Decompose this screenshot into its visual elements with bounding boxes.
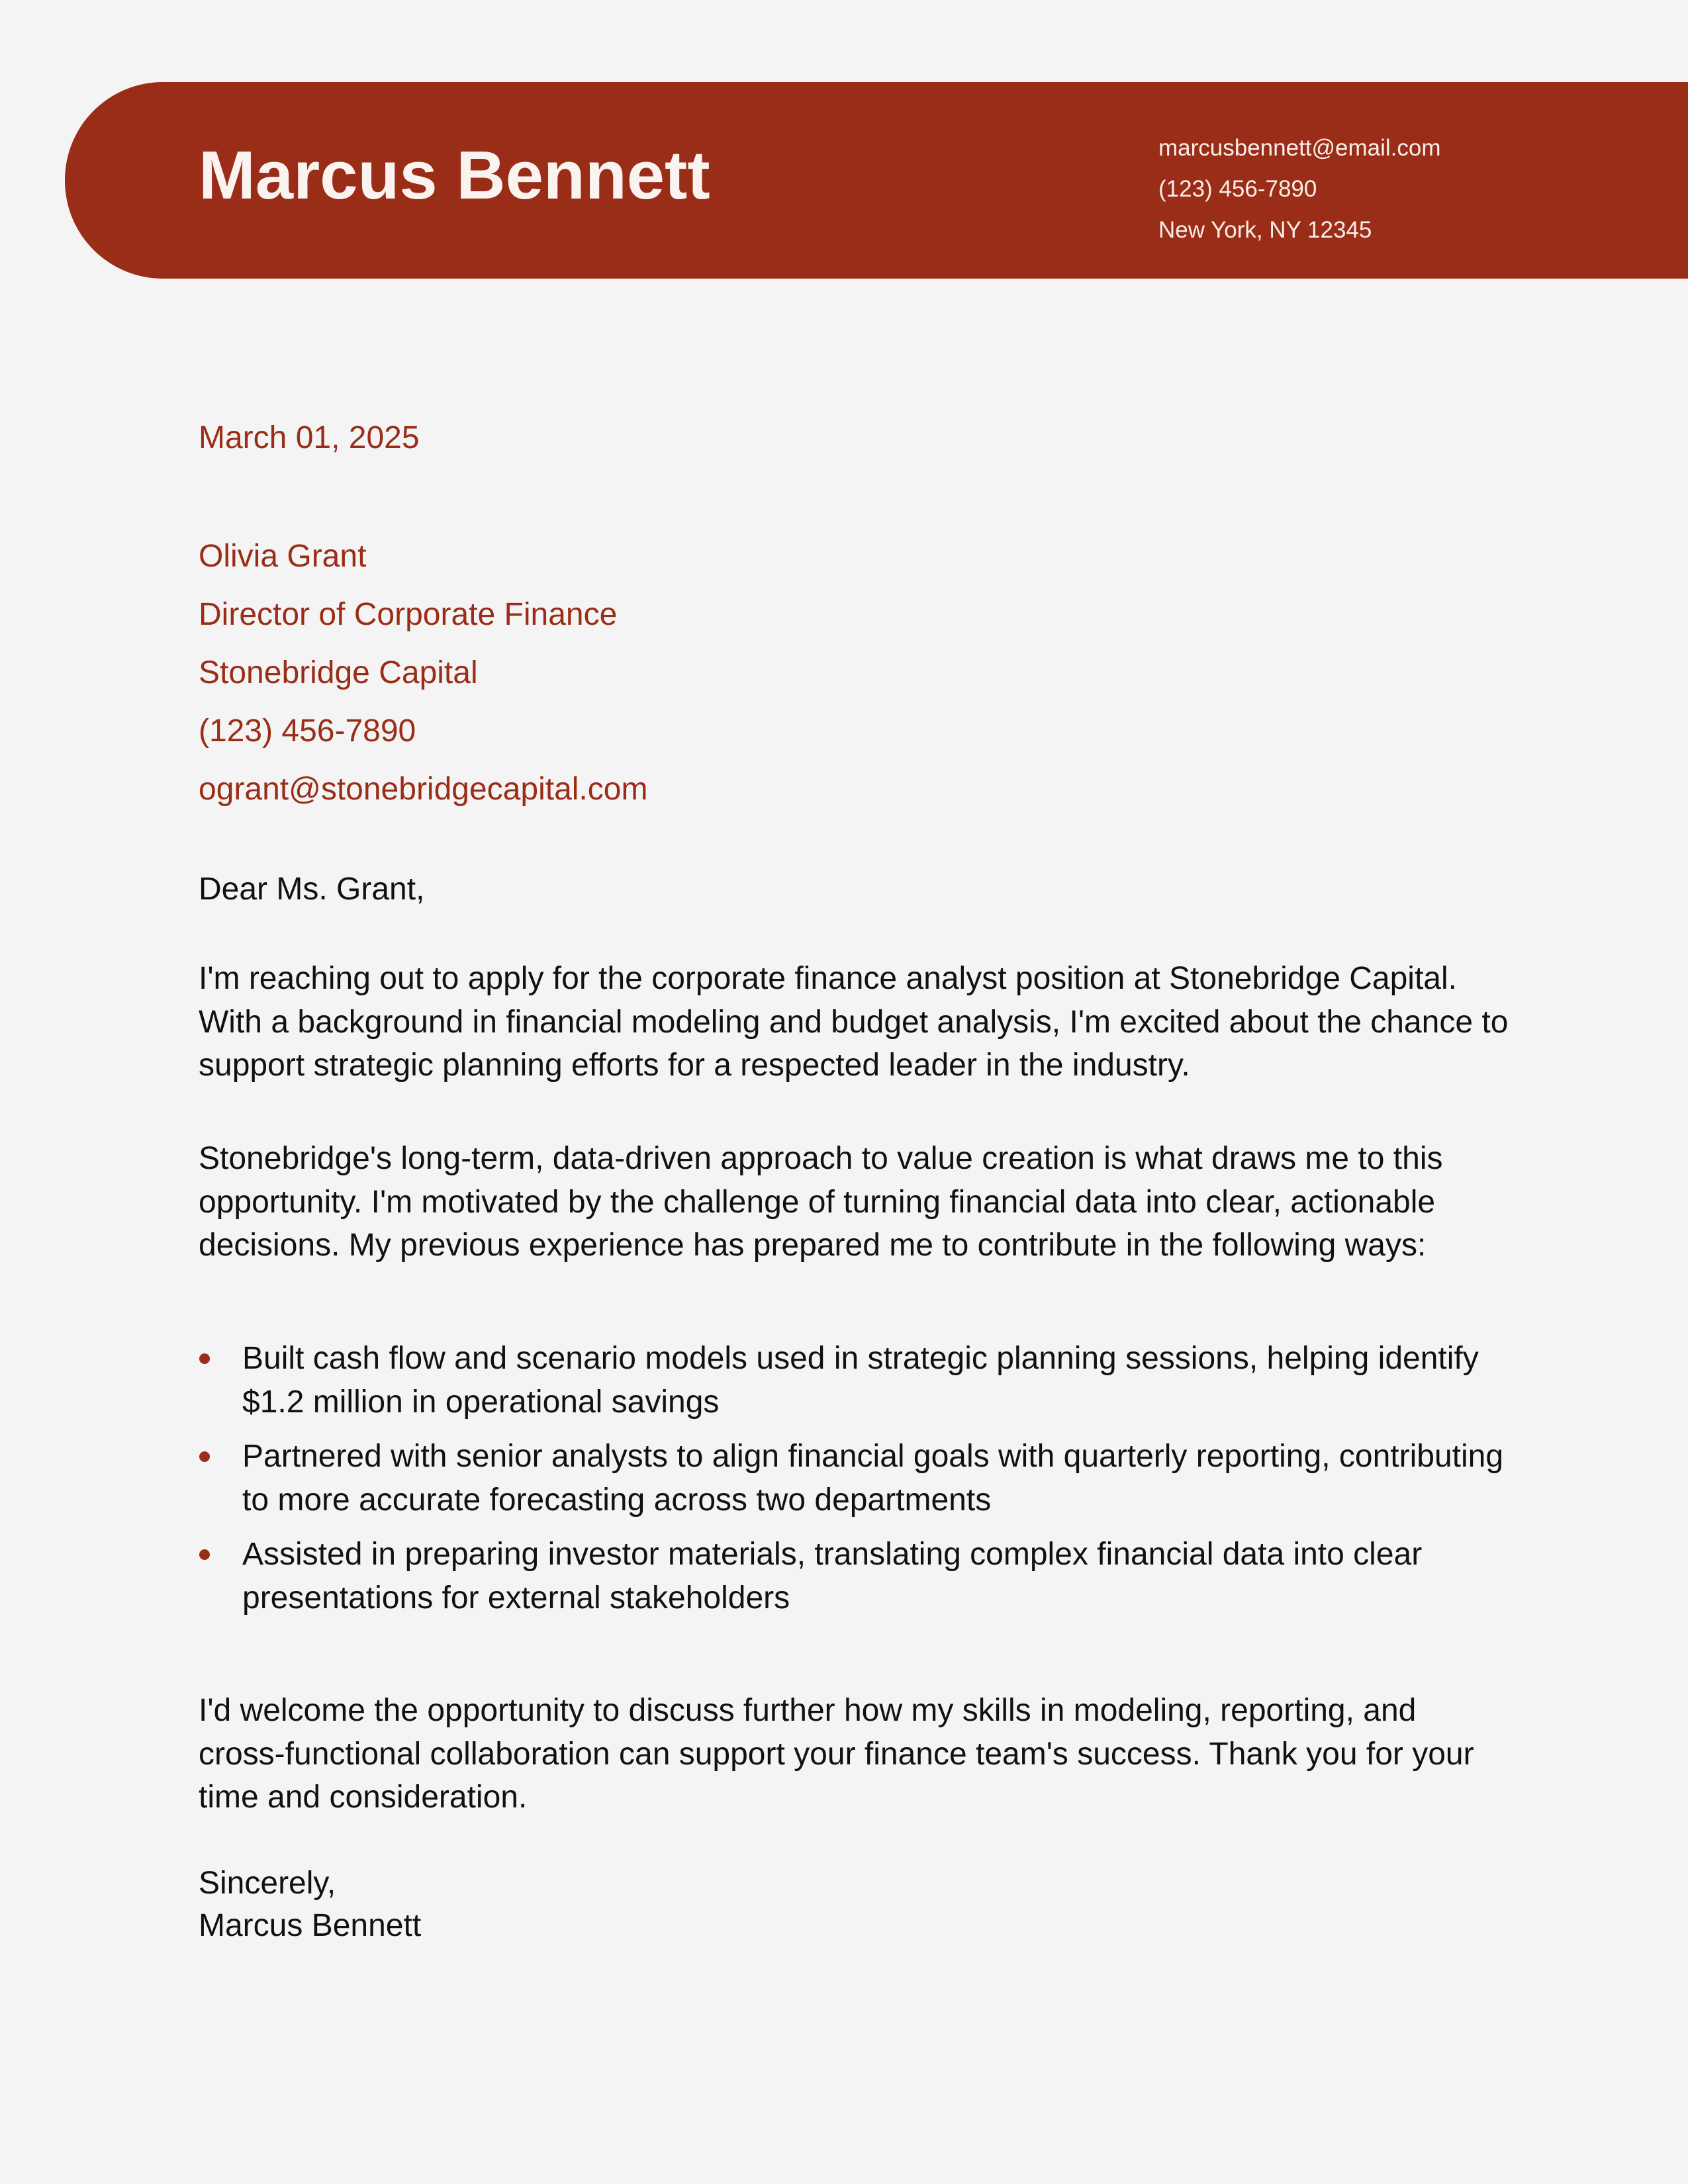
- recipient-block: [199, 527, 647, 819]
- closing-block: [199, 1862, 421, 1947]
- recipient-name: Olivia Grant: [199, 539, 367, 574]
- body-paragraph-1: I'm reaching out to apply for the corporate finance analyst position at Stonebridge Capital. With a background in financial modeling and budget analysis, I'm excited about the chance to support strategic planning efforts for a respected leader in the industry.: [199, 961, 1509, 1083]
- sender-phone: (123) 456-7890: [1158, 176, 1317, 202]
- sender-name: Marcus Bennett: [199, 137, 710, 213]
- recipient-title: Director of Corporate Finance: [199, 597, 618, 632]
- recipient-email: ogrant@stonebridgecapital.com: [199, 772, 648, 807]
- list-item: [199, 1533, 1509, 1619]
- list-item-text: Partnered with senior analysts to align financial goals with quarterly reporting, contributing to more accurate forecasting across two departments: [242, 1439, 1504, 1518]
- sender-contact: [1158, 128, 1441, 251]
- recipient-company: Stonebridge Capital: [199, 655, 478, 690]
- contribution-list: [199, 1337, 1509, 1631]
- letter-date: March 01, 2025: [199, 420, 420, 455]
- sender-email: marcusbennett@email.com: [1158, 135, 1441, 161]
- sender-location: New York, NY 12345: [1158, 217, 1372, 243]
- list-item: [199, 1435, 1509, 1522]
- recipient-phone: (123) 456-7890: [199, 713, 416, 749]
- list-item: [199, 1337, 1509, 1424]
- salutation: Dear Ms. Grant,: [199, 872, 425, 907]
- signature-name: Marcus Bennett: [199, 1908, 422, 1943]
- body-paragraph-2: Stonebridge's long-term, data-driven approach to value creation is what draws me to this opportunity. I'm motivated by the challenge of turning financial data into clear, actionable decisions. My previous experience has prepared me to contribute in the following ways:: [199, 1141, 1443, 1263]
- bullet-dot-icon: [199, 1451, 210, 1462]
- list-item-text: Built cash flow and scenario models used in strategic planning sessions, helping identify $1.2 million in operational savings: [242, 1341, 1479, 1420]
- bullet-dot-icon: [199, 1353, 210, 1364]
- bullet-dot-icon: [199, 1549, 210, 1560]
- list-item-text: Assisted in preparing investor materials, translating complex financial data into clear presentations for external stakeholders: [242, 1537, 1423, 1615]
- valediction: Sincerely,: [199, 1866, 336, 1901]
- body-paragraph-3: I'd welcome the opportunity to discuss further how my skills in modeling, reporting, and cross-functional collaboration can support your finance team's success. Thank you for your time and consideration.: [199, 1693, 1474, 1815]
